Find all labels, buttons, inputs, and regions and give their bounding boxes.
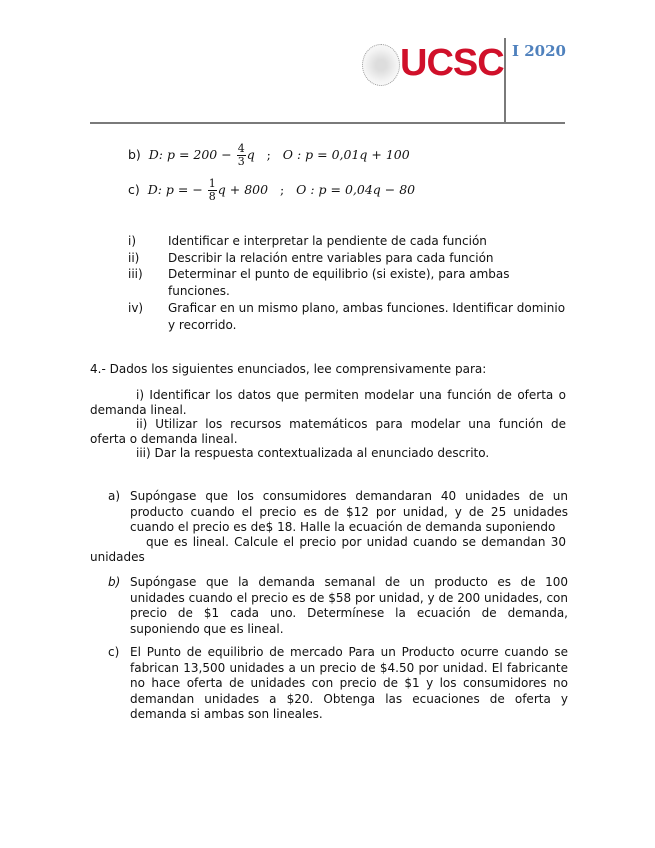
equation-b <box>128 143 410 168</box>
separator: ; <box>280 182 285 197</box>
task-text: Describir la relación entre variables para cada función <box>168 251 494 265</box>
problem-c <box>108 645 568 723</box>
section-title: 4.- Dados los siguientes enunciados, lee comprensivamente para: <box>90 362 487 376</box>
task-item <box>128 233 568 250</box>
supply-equation: O : p = 0,01q + 100 <box>282 147 410 162</box>
goal-text: iii) Dar la respuesta contextualizada al enunciado descrito. <box>136 446 490 460</box>
goal-text: ii) Utilizar los recursos matemáticos para modelar una función de oferta o demanda lineal. <box>90 417 566 446</box>
task-number: iii) <box>128 267 143 281</box>
header-vertical-divider <box>504 38 506 124</box>
task-number: i) <box>128 234 137 248</box>
task-number: iv) <box>128 301 144 315</box>
demand-prefix: D: p = 200 − <box>148 147 232 162</box>
header-divider <box>90 122 565 124</box>
separator: ; <box>266 147 271 162</box>
problem-a <box>108 489 568 536</box>
numerator: 4 <box>237 142 245 155</box>
task-item <box>128 250 568 267</box>
task-text: Graficar en un mismo plano, ambas funciones. Identificar dominio y recorrido. <box>168 301 566 332</box>
supply-equation: O : p = 0,04q − 80 <box>296 182 416 197</box>
problem-label: a) <box>108 489 121 503</box>
university-seal-icon <box>362 44 400 86</box>
equation-c <box>128 178 415 203</box>
task-item <box>128 266 528 299</box>
eq-label: b) <box>128 147 141 162</box>
problem-text: El Punto de equilibrio de mercado Para un Producto ocurre cuando se fabrican 13,500 unidades a un precio de $4.50 por unidad. El fabricante no hace oferta de unidades con precio de $1 y los consumidores no demandan unidades a $20. Obtenga las ecuaciones de oferta y demanda si ambas son lineales. <box>130 645 568 721</box>
denominator: 8 <box>208 190 216 203</box>
eq-label: c) <box>128 182 140 197</box>
problem-b <box>108 575 568 637</box>
task-text: Identificar e interpretar la pendiente de cada función <box>168 234 487 248</box>
goal-text: i) Identificar los datos que permiten modelar una función de oferta o demanda lineal. <box>90 388 566 417</box>
demand-suffix: q + 800 <box>217 182 269 197</box>
problem-label: b) <box>108 575 121 589</box>
problem-label: c) <box>108 645 120 659</box>
task-text: Determinar el punto de equilibrio (si existe), para ambas funciones. <box>168 267 510 298</box>
demand-prefix: D: p = − <box>147 182 203 197</box>
problem-text: Supóngase que la demanda semanal de un producto es de 100 unidades cuando el precio es de $58 por unidad, y de 200 unidades, con precio de $1 cada uno. Determínese la ecuación de demanda, suponiendo que es lineal. <box>130 575 568 636</box>
term-label: I 2020 <box>512 42 566 60</box>
fraction <box>208 178 217 203</box>
ucsc-logo: UCSC <box>400 42 504 84</box>
problem-a-continued: que es lineal. Calcule el precio por unidad cuando se demandan 30 unidades <box>90 535 566 564</box>
numerator: 1 <box>208 177 216 190</box>
problem-text: Supóngase que los consumidores demandaran 40 unidades de un producto cuando el precio es de $12 por unidad, y de 25 unidades cuando el precio es de$ 18. Halle la ecuación de demanda suponiendo <box>130 489 568 534</box>
task-number: ii) <box>128 251 140 265</box>
fraction <box>237 143 246 168</box>
denominator: 3 <box>237 155 245 168</box>
task-item <box>128 300 568 333</box>
demand-suffix: q <box>246 147 255 162</box>
